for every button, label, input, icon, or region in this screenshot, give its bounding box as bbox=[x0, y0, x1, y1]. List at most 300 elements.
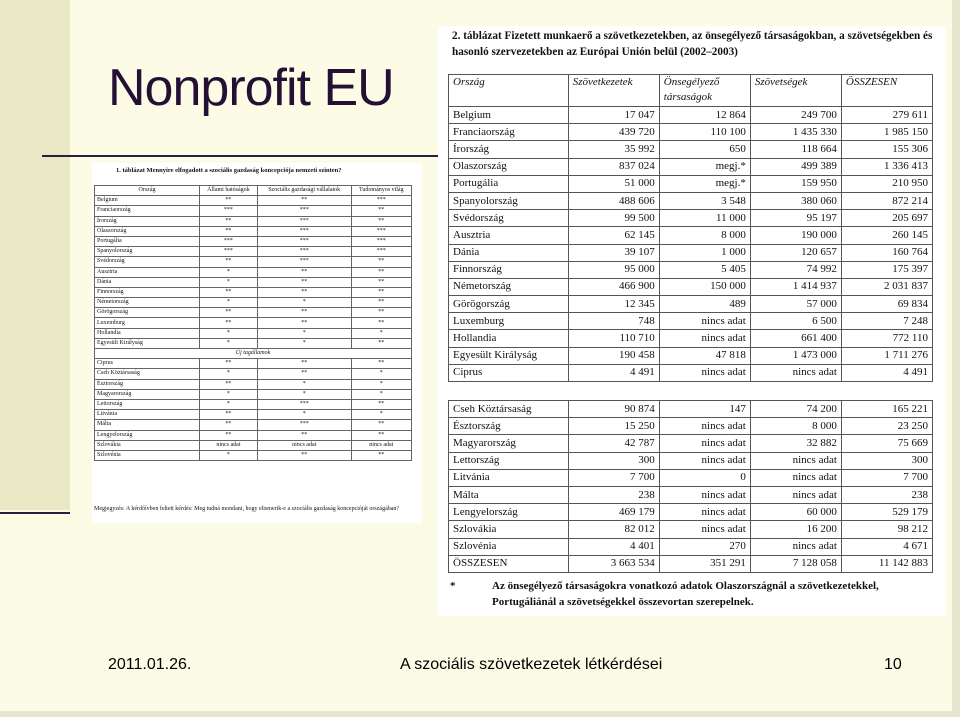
table-row bbox=[95, 389, 412, 399]
value-cell: ** bbox=[351, 206, 411, 216]
value-cell: 6 500 bbox=[750, 313, 841, 330]
value-cell: nincs adat bbox=[659, 435, 750, 452]
value-cell: * bbox=[351, 379, 411, 389]
value-cell: 2 031 837 bbox=[841, 278, 932, 295]
table-row bbox=[449, 347, 933, 364]
value-cell: *** bbox=[257, 206, 351, 216]
value-cell: 469 179 bbox=[568, 504, 659, 521]
value-cell: 260 145 bbox=[841, 227, 932, 244]
country-cell: Szlovénia bbox=[95, 450, 200, 460]
table-row bbox=[95, 287, 412, 297]
value-cell: 1 473 000 bbox=[750, 347, 841, 364]
value-cell: nincs adat bbox=[659, 364, 750, 381]
value-cell: 279 611 bbox=[841, 107, 932, 124]
value-cell: 15 250 bbox=[568, 418, 659, 435]
value-cell: ** bbox=[200, 430, 258, 440]
value-cell: ** bbox=[257, 430, 351, 440]
value-cell: nincs adat bbox=[659, 486, 750, 503]
table-row bbox=[95, 257, 412, 267]
country-cell: Málta bbox=[95, 420, 200, 430]
value-cell: nincs adat bbox=[351, 440, 411, 450]
value-cell: ** bbox=[351, 267, 411, 277]
value-cell: nincs adat bbox=[750, 486, 841, 503]
value-cell: 205 697 bbox=[841, 210, 932, 227]
table-row bbox=[449, 210, 933, 227]
value-cell: 249 700 bbox=[750, 107, 841, 124]
value-cell: 7 700 bbox=[568, 469, 659, 486]
value-cell: *** bbox=[257, 247, 351, 257]
table1-note: Megjegyzés: A kérdőívben feltett kérdés: Meg tudná mondani, hogy elismerik-e a szociális gazdaság koncepcióját országában? bbox=[94, 506, 400, 512]
table-row bbox=[95, 328, 412, 338]
value-cell: ** bbox=[351, 287, 411, 297]
country-cell: Portugália bbox=[449, 175, 569, 192]
value-cell: ** bbox=[257, 196, 351, 206]
value-cell: nincs adat bbox=[659, 418, 750, 435]
value-cell: ** bbox=[200, 359, 258, 369]
country-cell: Svédország bbox=[95, 257, 200, 267]
value-cell: nincs adat bbox=[750, 538, 841, 555]
table-subheader-row bbox=[95, 349, 412, 359]
table-row bbox=[95, 450, 412, 460]
value-cell: ** bbox=[257, 359, 351, 369]
value-cell: megj.* bbox=[659, 158, 750, 175]
value-cell: ** bbox=[351, 338, 411, 348]
country-cell: Portugália bbox=[95, 236, 200, 246]
value-cell: 16 200 bbox=[750, 521, 841, 538]
value-cell: * bbox=[257, 328, 351, 338]
table-row bbox=[449, 364, 933, 381]
value-cell: ** bbox=[257, 267, 351, 277]
value-cell: ** bbox=[200, 318, 258, 328]
value-cell: 74 200 bbox=[750, 401, 841, 418]
value-cell: ** bbox=[257, 318, 351, 328]
table1-caption: 1. táblázat Mennyire elfogadott a szociális gazdaság koncepciója nemzeti szinten? bbox=[116, 167, 342, 174]
value-cell: 380 060 bbox=[750, 192, 841, 209]
value-cell: 51 000 bbox=[568, 175, 659, 192]
value-cell: 160 764 bbox=[841, 244, 932, 261]
table2-body-continued bbox=[449, 401, 933, 573]
table-row bbox=[449, 555, 933, 572]
country-cell: Luxemburg bbox=[95, 318, 200, 328]
table1-header: Szociális gazdasági vállalatok bbox=[257, 186, 351, 196]
value-cell: ** bbox=[351, 257, 411, 267]
value-cell: *** bbox=[257, 399, 351, 409]
table-row bbox=[95, 359, 412, 369]
country-cell: Litvánia bbox=[449, 469, 569, 486]
value-cell: 872 214 bbox=[841, 192, 932, 209]
country-cell: Belgium bbox=[95, 196, 200, 206]
value-cell: ** bbox=[200, 226, 258, 236]
value-cell: 74 992 bbox=[750, 261, 841, 278]
value-cell: 4 671 bbox=[841, 538, 932, 555]
value-cell: 4 491 bbox=[841, 364, 932, 381]
value-cell: 210 950 bbox=[841, 175, 932, 192]
table2-header: ÖSSZESEN bbox=[841, 75, 932, 107]
value-cell: * bbox=[351, 328, 411, 338]
value-cell: 238 bbox=[568, 486, 659, 503]
value-cell: ** bbox=[351, 308, 411, 318]
value-cell: *** bbox=[257, 226, 351, 236]
country-cell: Olaszország bbox=[449, 158, 569, 175]
country-cell: Franciaország bbox=[449, 124, 569, 141]
table-row bbox=[449, 278, 933, 295]
value-cell: ** bbox=[351, 420, 411, 430]
table-row bbox=[95, 369, 412, 379]
value-cell: ** bbox=[200, 196, 258, 206]
country-cell: Litvánia bbox=[95, 410, 200, 420]
value-cell: 8 000 bbox=[750, 418, 841, 435]
value-cell: *** bbox=[351, 196, 411, 206]
table-row bbox=[449, 469, 933, 486]
value-cell: 110 100 bbox=[659, 124, 750, 141]
value-cell: ** bbox=[351, 318, 411, 328]
value-cell: 300 bbox=[568, 452, 659, 469]
value-cell: nincs adat bbox=[200, 440, 258, 450]
table-row bbox=[449, 261, 933, 278]
value-cell: * bbox=[257, 379, 351, 389]
country-cell: Lengyelország bbox=[449, 504, 569, 521]
value-cell: 772 110 bbox=[841, 330, 932, 347]
value-cell: 120 657 bbox=[750, 244, 841, 261]
value-cell: *** bbox=[351, 236, 411, 246]
value-cell: *** bbox=[257, 257, 351, 267]
value-cell: 0 bbox=[659, 469, 750, 486]
value-cell: * bbox=[351, 410, 411, 420]
value-cell: 7 700 bbox=[841, 469, 932, 486]
value-cell: * bbox=[200, 389, 258, 399]
value-cell: 1 336 413 bbox=[841, 158, 932, 175]
table-row bbox=[95, 399, 412, 409]
value-cell: * bbox=[351, 369, 411, 379]
table-row bbox=[449, 175, 933, 192]
country-cell: Ausztria bbox=[449, 227, 569, 244]
value-cell: 62 145 bbox=[568, 227, 659, 244]
country-cell: Lettország bbox=[95, 399, 200, 409]
table-row bbox=[449, 418, 933, 435]
country-cell: Magyarország bbox=[95, 389, 200, 399]
country-cell: Magyarország bbox=[449, 435, 569, 452]
table2-header: Önsegélyező társaságok bbox=[659, 75, 750, 107]
value-cell: ** bbox=[257, 369, 351, 379]
value-cell: nincs adat bbox=[257, 440, 351, 450]
table-row bbox=[95, 196, 412, 206]
value-cell: 82 012 bbox=[568, 521, 659, 538]
country-cell: ÖSSZESEN bbox=[449, 555, 569, 572]
country-cell: Ausztria bbox=[95, 267, 200, 277]
value-cell: nincs adat bbox=[659, 504, 750, 521]
table-row bbox=[95, 236, 412, 246]
value-cell: ** bbox=[200, 420, 258, 430]
value-cell: 60 000 bbox=[750, 504, 841, 521]
country-cell: Cseh Köztársaság bbox=[95, 369, 200, 379]
value-cell: 47 818 bbox=[659, 347, 750, 364]
table-row bbox=[449, 521, 933, 538]
country-cell: Egyesült Királyság bbox=[95, 338, 200, 348]
table1-header: Tudományos világ bbox=[351, 186, 411, 196]
value-cell: ** bbox=[257, 277, 351, 287]
value-cell: 57 000 bbox=[750, 296, 841, 313]
value-cell: 42 787 bbox=[568, 435, 659, 452]
value-cell: 39 107 bbox=[568, 244, 659, 261]
country-cell: Cseh Köztársaság bbox=[449, 401, 569, 418]
table-row bbox=[449, 401, 933, 418]
value-cell: 837 024 bbox=[568, 158, 659, 175]
value-cell: * bbox=[200, 369, 258, 379]
value-cell: * bbox=[200, 267, 258, 277]
table2-note bbox=[450, 578, 940, 610]
value-cell: megj.* bbox=[659, 175, 750, 192]
table2-header: Szövetkezetek bbox=[568, 75, 659, 107]
value-cell: 650 bbox=[659, 141, 750, 158]
value-cell: 748 bbox=[568, 313, 659, 330]
country-cell: Németország bbox=[95, 298, 200, 308]
value-cell: 69 834 bbox=[841, 296, 932, 313]
value-cell: 23 250 bbox=[841, 418, 932, 435]
table-row bbox=[449, 435, 933, 452]
country-cell: Szlovénia bbox=[449, 538, 569, 555]
value-cell: * bbox=[200, 338, 258, 348]
country-cell: Ciprus bbox=[95, 359, 200, 369]
table-row bbox=[449, 313, 933, 330]
table-row bbox=[449, 538, 933, 555]
table2-header: Ország bbox=[449, 75, 569, 107]
country-cell: Dánia bbox=[95, 277, 200, 287]
table-row bbox=[95, 318, 412, 328]
table-row bbox=[95, 247, 412, 257]
value-cell: 4 491 bbox=[568, 364, 659, 381]
footer-date: 2011.01.26. bbox=[108, 656, 192, 673]
table2-body bbox=[449, 107, 933, 382]
country-cell: Észtország bbox=[449, 418, 569, 435]
table-row bbox=[95, 267, 412, 277]
value-cell: 3 663 534 bbox=[568, 555, 659, 572]
value-cell: ** bbox=[200, 308, 258, 318]
title-underline bbox=[42, 155, 452, 157]
table-row bbox=[449, 158, 933, 175]
value-cell: ** bbox=[351, 298, 411, 308]
value-cell: * bbox=[200, 277, 258, 287]
value-cell: nincs adat bbox=[659, 313, 750, 330]
value-cell: ** bbox=[351, 216, 411, 226]
country-cell: Luxemburg bbox=[449, 313, 569, 330]
value-cell: 190 458 bbox=[568, 347, 659, 364]
country-cell: Görögország bbox=[95, 308, 200, 318]
country-cell: Olaszország bbox=[95, 226, 200, 236]
country-cell: Hollandia bbox=[449, 330, 569, 347]
country-cell: Finnország bbox=[449, 261, 569, 278]
value-cell: nincs adat bbox=[750, 364, 841, 381]
table1-header: Állami hatóságok bbox=[200, 186, 258, 196]
employment-table-image bbox=[438, 26, 946, 616]
value-cell: 1 711 276 bbox=[841, 347, 932, 364]
country-cell: Németország bbox=[449, 278, 569, 295]
table2-caption: 2. táblázat Fizetett munkaerő a szövetkezetekben, az önsegélyező társaságokban, a szövetségekben és hasonló szervezetekben az Európai Unión belül (2002–2003) bbox=[452, 30, 933, 58]
value-cell: *** bbox=[257, 236, 351, 246]
value-cell: ** bbox=[351, 399, 411, 409]
employment-table bbox=[448, 74, 933, 382]
country-cell: Lettország bbox=[449, 452, 569, 469]
table-row bbox=[449, 107, 933, 124]
value-cell: 439 720 bbox=[568, 124, 659, 141]
value-cell: 4 401 bbox=[568, 538, 659, 555]
country-cell: Dánia bbox=[449, 244, 569, 261]
country-cell: Belgium bbox=[449, 107, 569, 124]
value-cell: 489 bbox=[659, 296, 750, 313]
country-cell: Szlovákia bbox=[95, 440, 200, 450]
value-cell: ** bbox=[200, 216, 258, 226]
table-row bbox=[95, 206, 412, 216]
value-cell: *** bbox=[200, 206, 258, 216]
value-cell: 351 291 bbox=[659, 555, 750, 572]
country-cell: Hollandia bbox=[95, 328, 200, 338]
value-cell: 1 414 937 bbox=[750, 278, 841, 295]
value-cell: *** bbox=[257, 216, 351, 226]
acceptance-table-image bbox=[92, 163, 422, 523]
country-cell: Észtország bbox=[95, 379, 200, 389]
value-cell: 110 710 bbox=[568, 330, 659, 347]
table-row bbox=[95, 430, 412, 440]
value-cell: ** bbox=[351, 430, 411, 440]
value-cell: * bbox=[257, 338, 351, 348]
value-cell: ** bbox=[257, 450, 351, 460]
value-cell: ** bbox=[257, 287, 351, 297]
value-cell: 529 179 bbox=[841, 504, 932, 521]
value-cell: * bbox=[257, 389, 351, 399]
country-cell: Lengyelország bbox=[95, 430, 200, 440]
country-cell: Spanyolország bbox=[449, 192, 569, 209]
table1-header-row bbox=[95, 186, 412, 196]
table-row bbox=[449, 244, 933, 261]
value-cell: ** bbox=[351, 450, 411, 460]
table-row bbox=[95, 277, 412, 287]
value-cell: 8 000 bbox=[659, 227, 750, 244]
country-cell: Egyesült Királyság bbox=[449, 347, 569, 364]
value-cell: 7 128 058 bbox=[750, 555, 841, 572]
new-members-label: Új tagállamok bbox=[95, 349, 412, 359]
table-row bbox=[95, 338, 412, 348]
table-row bbox=[449, 296, 933, 313]
value-cell: * bbox=[200, 298, 258, 308]
value-cell: 17 047 bbox=[568, 107, 659, 124]
table-row bbox=[95, 410, 412, 420]
value-cell: nincs adat bbox=[750, 452, 841, 469]
country-cell: Spanyolország bbox=[95, 247, 200, 257]
value-cell: * bbox=[200, 328, 258, 338]
value-cell: nincs adat bbox=[750, 469, 841, 486]
table1-header: Ország bbox=[95, 186, 200, 196]
country-cell: Ciprus bbox=[449, 364, 569, 381]
value-cell: 190 000 bbox=[750, 227, 841, 244]
value-cell: *** bbox=[351, 226, 411, 236]
value-cell: ** bbox=[200, 379, 258, 389]
value-cell: 11 000 bbox=[659, 210, 750, 227]
value-cell: 147 bbox=[659, 401, 750, 418]
table-row bbox=[95, 379, 412, 389]
value-cell: 175 397 bbox=[841, 261, 932, 278]
value-cell: ** bbox=[257, 308, 351, 318]
table-row bbox=[449, 452, 933, 469]
value-cell: 661 400 bbox=[750, 330, 841, 347]
value-cell: 75 669 bbox=[841, 435, 932, 452]
value-cell: 238 bbox=[841, 486, 932, 503]
value-cell: *** bbox=[200, 236, 258, 246]
value-cell: 5 405 bbox=[659, 261, 750, 278]
value-cell: ** bbox=[200, 410, 258, 420]
value-cell: *** bbox=[200, 247, 258, 257]
table-row bbox=[95, 308, 412, 318]
page-number: 10 bbox=[884, 656, 902, 673]
value-cell: 12 864 bbox=[659, 107, 750, 124]
value-cell: 1 000 bbox=[659, 244, 750, 261]
value-cell: 1 985 150 bbox=[841, 124, 932, 141]
value-cell: *** bbox=[351, 247, 411, 257]
value-cell: 90 874 bbox=[568, 401, 659, 418]
table2-header-row bbox=[449, 75, 933, 107]
table-row bbox=[95, 420, 412, 430]
table2-header: Szövetségek bbox=[750, 75, 841, 107]
value-cell: 12 345 bbox=[568, 296, 659, 313]
country-cell: Görögország bbox=[449, 296, 569, 313]
table-row bbox=[449, 227, 933, 244]
value-cell: nincs adat bbox=[659, 521, 750, 538]
table-row bbox=[449, 124, 933, 141]
value-cell: * bbox=[200, 399, 258, 409]
value-cell: ** bbox=[200, 287, 258, 297]
table-row bbox=[95, 216, 412, 226]
table-row bbox=[95, 440, 412, 450]
value-cell: * bbox=[257, 410, 351, 420]
value-cell: 3 548 bbox=[659, 192, 750, 209]
value-cell: nincs adat bbox=[659, 330, 750, 347]
value-cell: 95 000 bbox=[568, 261, 659, 278]
value-cell: 466 900 bbox=[568, 278, 659, 295]
table2-note-text: Az önsegélyező társaságokra vonatkozó adatok Olaszországnál a szövetkezetekkel, Portugáliánál a szövetségekkel összevortan szerepelnek. bbox=[492, 580, 879, 608]
value-cell: 150 000 bbox=[659, 278, 750, 295]
decorative-side-bar bbox=[0, 0, 70, 510]
country-cell: Írország bbox=[95, 216, 200, 226]
country-cell: Málta bbox=[449, 486, 569, 503]
table-row bbox=[95, 298, 412, 308]
value-cell: ** bbox=[200, 257, 258, 267]
value-cell: 7 248 bbox=[841, 313, 932, 330]
value-cell: 165 221 bbox=[841, 401, 932, 418]
value-cell: 35 992 bbox=[568, 141, 659, 158]
country-cell: Írország bbox=[449, 141, 569, 158]
country-cell: Franciaország bbox=[95, 206, 200, 216]
country-cell: Svédország bbox=[449, 210, 569, 227]
decorative-rule bbox=[0, 512, 70, 514]
value-cell: 99 500 bbox=[568, 210, 659, 227]
value-cell: ** bbox=[351, 359, 411, 369]
acceptance-table bbox=[94, 185, 412, 461]
value-cell: 270 bbox=[659, 538, 750, 555]
value-cell: * bbox=[257, 298, 351, 308]
table-row bbox=[449, 192, 933, 209]
value-cell: 95 197 bbox=[750, 210, 841, 227]
value-cell: 118 664 bbox=[750, 141, 841, 158]
value-cell: ** bbox=[351, 277, 411, 287]
country-cell: Finnország bbox=[95, 287, 200, 297]
value-cell: 499 389 bbox=[750, 158, 841, 175]
value-cell: 155 306 bbox=[841, 141, 932, 158]
footer-title: A szociális szövetkezetek létkérdései bbox=[400, 656, 663, 673]
value-cell: nincs adat bbox=[659, 452, 750, 469]
value-cell: 488 606 bbox=[568, 192, 659, 209]
table-row bbox=[449, 141, 933, 158]
value-cell: 32 882 bbox=[750, 435, 841, 452]
value-cell: 98 212 bbox=[841, 521, 932, 538]
country-cell: Szlovákia bbox=[449, 521, 569, 538]
